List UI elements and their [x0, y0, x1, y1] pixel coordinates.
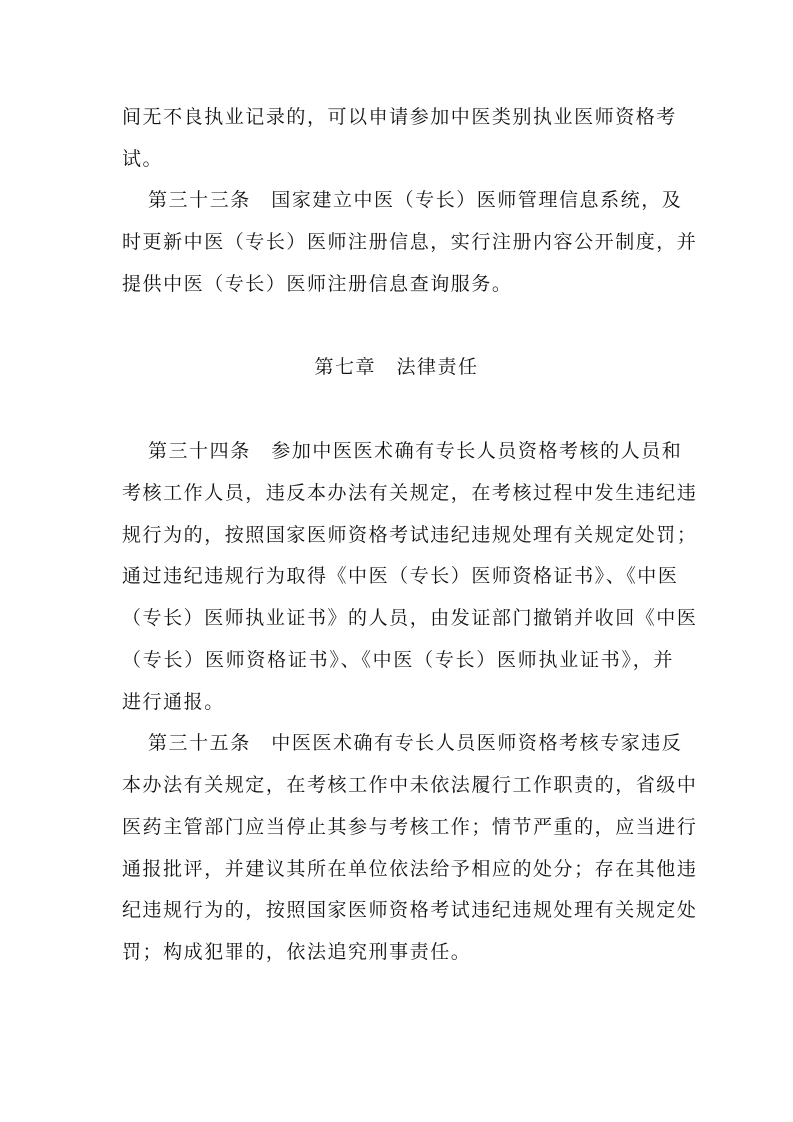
article-34-line-2: 考核工作人员，违反本办法有关规定，在考核过程中发生违纪违 [122, 482, 698, 504]
article-35-line-6: 罚；构成犯罪的，依法追究刑事责任。 [122, 941, 472, 963]
article-34-line-7: 进行通报。 [122, 691, 225, 713]
intro-line-1: 间无不良执业记录的，可以申请参加中医类别执业医师资格考 [122, 106, 677, 128]
chapter-title: 第七章 法律责任 [314, 356, 479, 378]
article-34-line-5: （专长）医师执业证书》的人员，由发证部门撤销并收回《中医 [122, 607, 698, 629]
article-34-line-4: 通过违纪违规行为取得《中医（专长）医师资格证书》、《中医 [122, 565, 679, 587]
article-34-line-1: 第三十四条 参加中医医术确有专长人员资格考核的人员和 [148, 440, 683, 462]
article-35-line-3: 医药主管部门应当停止其参与考核工作；情节严重的，应当进行 [122, 816, 698, 838]
article-33-line-1: 第三十三条 国家建立中医（专长）医师管理信息系统，及 [148, 189, 683, 211]
article-34-line-6: （专长）医师资格证书》、《中医（专长）医师执业证书》，并 [122, 649, 674, 671]
article-34-line-3: 规行为的，按照国家医师资格考试违纪违规处理有关规定处罚； [122, 524, 698, 546]
article-35-line-1: 第三十五条 中医医术确有专长人员医师资格考核专家违反 [148, 732, 683, 754]
article-35-line-5: 纪违规行为的，按照国家医师资格考试违纪违规处理有关规定处 [122, 899, 698, 921]
article-33-line-3: 提供中医（专长）医师注册信息查询服务。 [122, 273, 513, 295]
article-33-line-2: 时更新中医（专长）医师注册信息，实行注册内容公开制度，并 [122, 231, 698, 253]
intro-line-2: 试。 [122, 148, 164, 170]
article-35-line-4: 通报批评，并建议其所在单位依法给予相应的处分；存在其他违 [122, 858, 698, 880]
article-35-line-2: 本办法有关规定，在考核工作中未依法履行工作职责的，省级中 [122, 774, 698, 796]
